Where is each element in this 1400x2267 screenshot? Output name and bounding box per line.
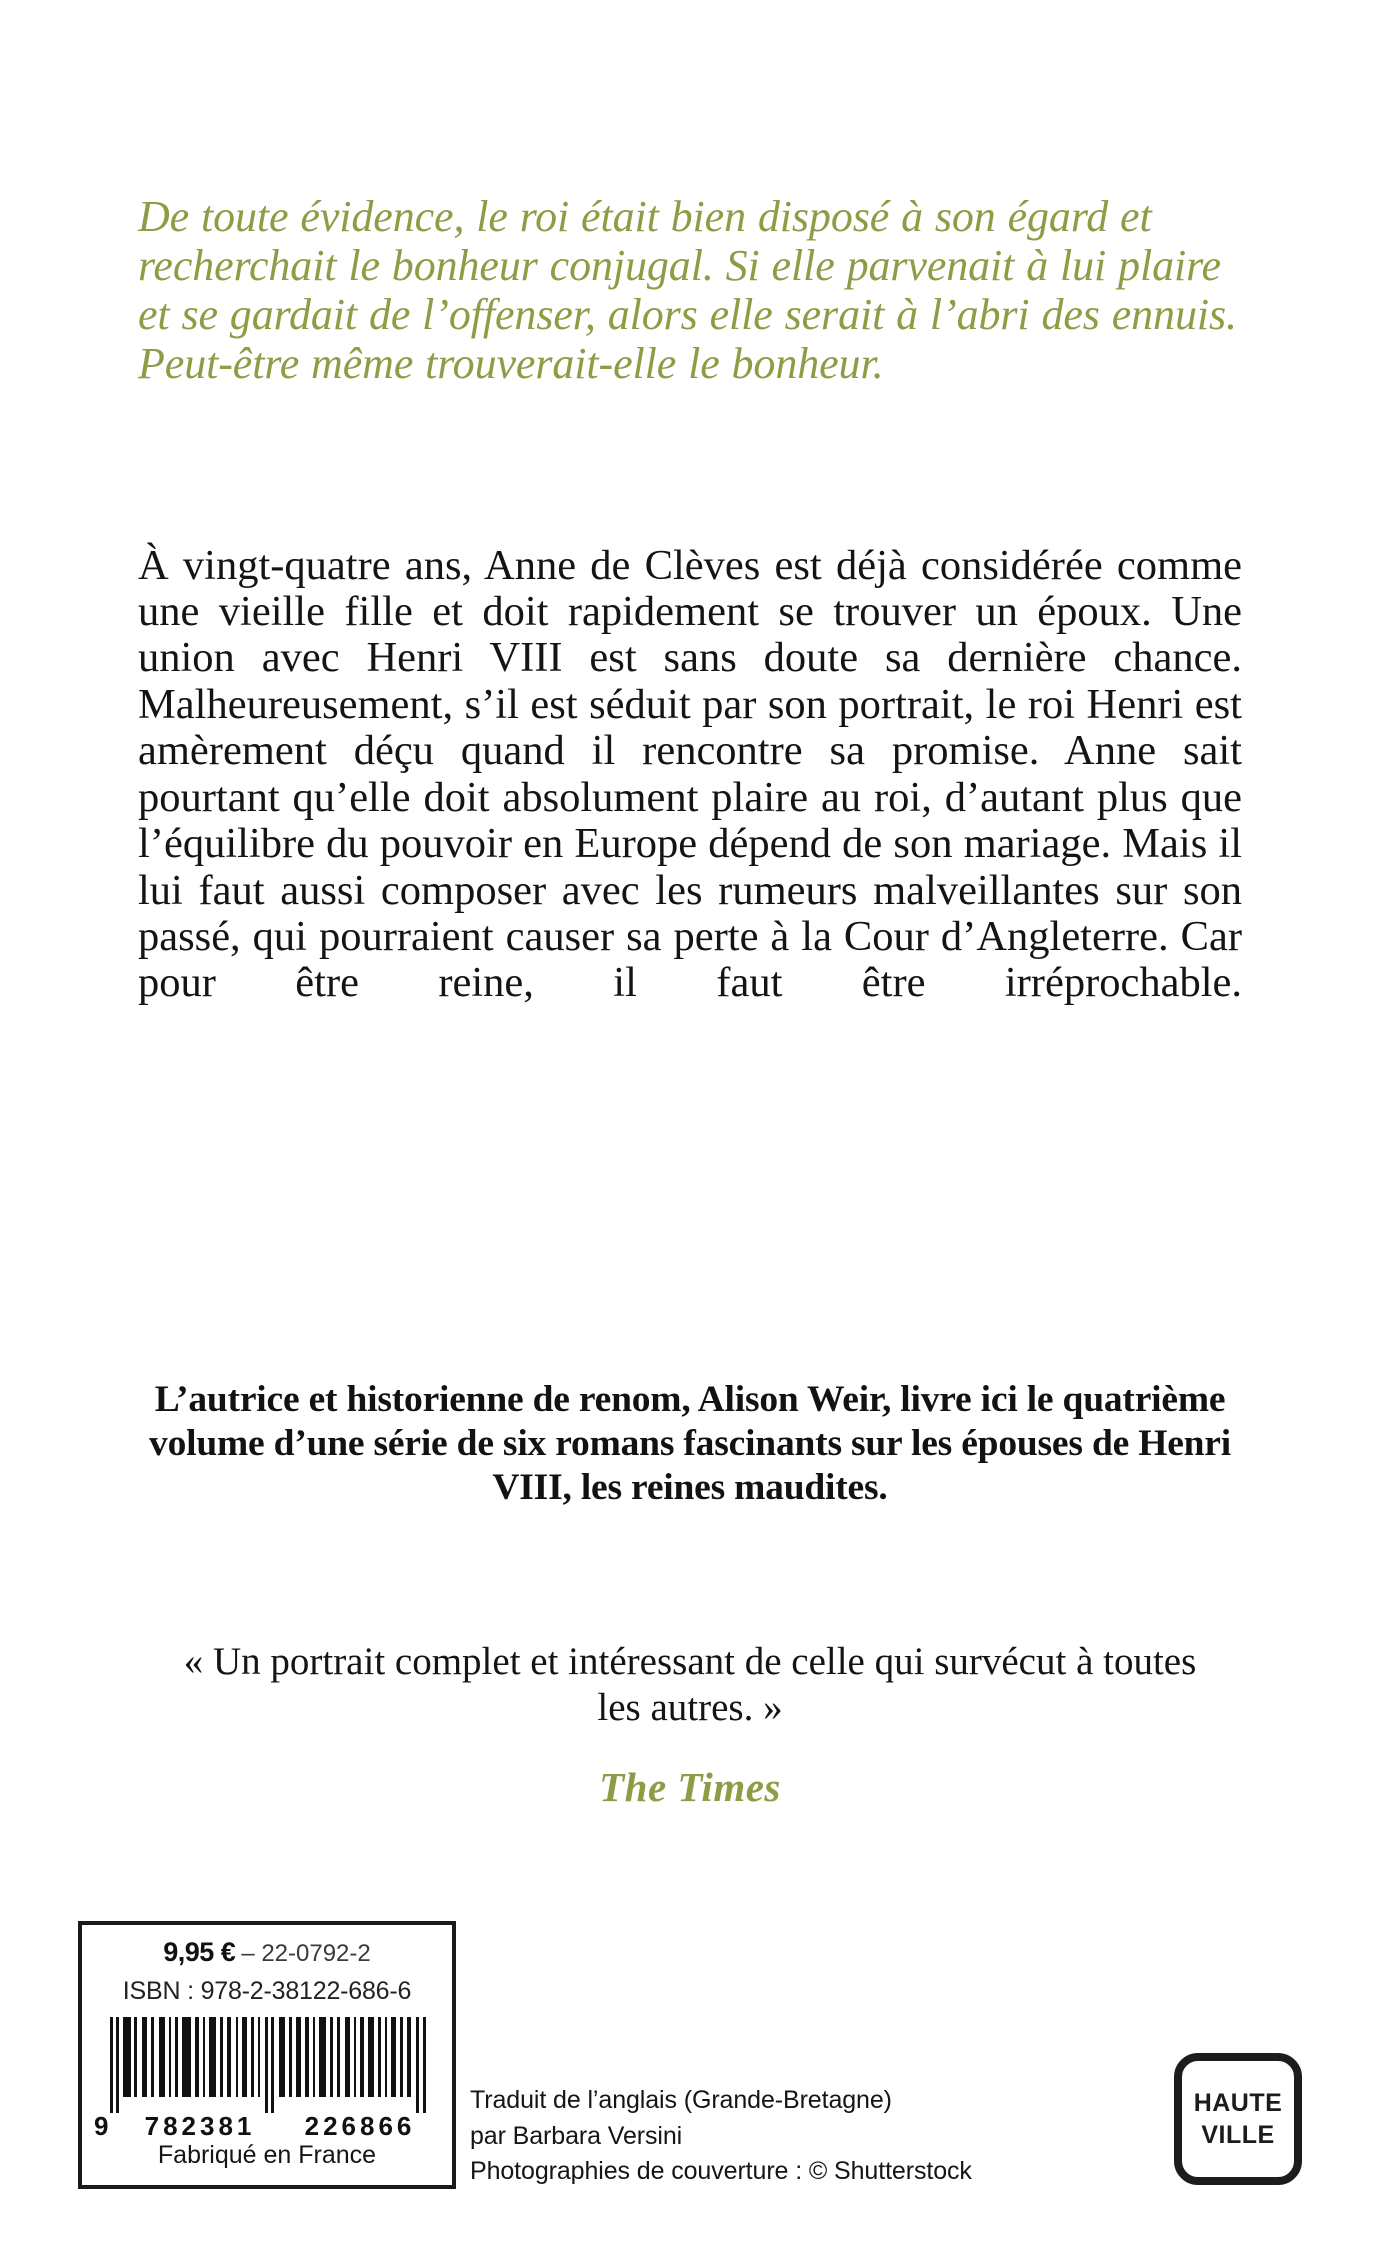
internal-reference-label: – 22-0792-2 [241, 1940, 371, 1967]
press-review-quote: « Un portrait complet et intéressant de celle qui survécut à toutes les autres. » [183, 1640, 1197, 1729]
publisher-logo-line2: VILLE [1201, 2121, 1275, 2149]
price-row [82, 1937, 452, 1968]
isbn-label: ISBN : 978-2-38122-686-6 [122, 1977, 412, 2005]
barcode-digit-lead: 9 [94, 2111, 109, 2141]
barcode-block [78, 1921, 456, 2189]
credits-block [470, 2083, 972, 2190]
barcode-digits-right: 226866 [304, 2111, 416, 2141]
credits-photo-line: Photographies de couverture : © Shutterstock [470, 2157, 972, 2185]
barcode-bars [108, 2017, 434, 2113]
pull-quote: De toute évidence, le roi était bien disposé à son égard et recherchait le bonheur conjugal. Si elle parvenait à lui plaire et se gardait de l’offenser, alors elle serait à l’abri des ennuis. Peut-être même trouverait-elle le bonheur. [138, 192, 1237, 389]
publisher-logo [1174, 2053, 1302, 2185]
credits-translator-line: par Barbara Versini [470, 2121, 683, 2150]
synopsis-paragraph: À vingt-quatre ans, Anne de Clèves est déjà considérée comme une vieille fille et doit rapidement se trouver un époux. Une union avec Henri VIII est sans doute sa dernière chance. Malheureusement, s’il est séduit par son portrait, le roi Henri est amèrement déçu quand il rencontre sa promise. Anne sait pourtant qu’elle doit absolument plaire au roi, d’autant plus que l’équilibre du pouvoir en Europe dépend de son mariage. Mais il lui faut aussi composer avec les rumeurs malveillantes sur son passé, qui pourraient causer sa perte à la Cour d’Angleterre. Car pour être reine, il faut être irréprochable. [138, 541, 1242, 1007]
made-in-label: Fabriqué en France [157, 2141, 377, 2169]
barcode-digits-left: 782381 [144, 2111, 256, 2141]
barcode-bars-svg [108, 2017, 434, 2113]
barcode-digits [94, 2111, 440, 2142]
author-promo-paragraph: L’autrice et historienne de renom, Alison Weir, livre ici le quatrième volume d’une série de six romans fascinants sur les épouses de Henri VIII, les reines maudites. [149, 1378, 1231, 1508]
price-label: 9,95 € [163, 1937, 236, 1967]
press-review-source: The Times [599, 1764, 781, 1810]
publisher-logo-line1: HAUTE [1193, 2089, 1283, 2117]
credits-translation-line: Traduit de l’anglais (Grande-Bretagne) [470, 2086, 892, 2114]
